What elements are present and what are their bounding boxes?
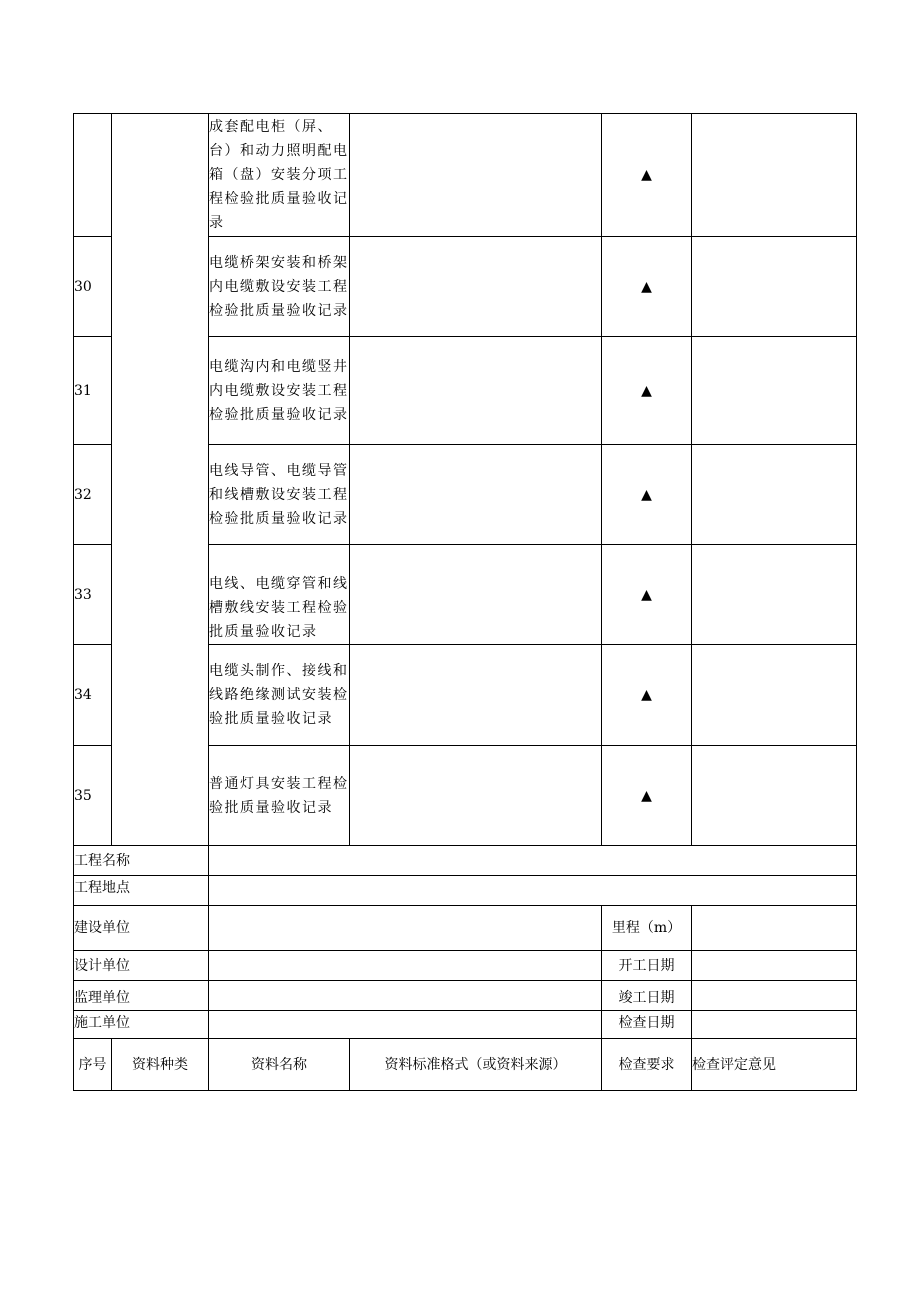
- format-cell[interactable]: [350, 337, 602, 445]
- row-number: [74, 114, 112, 237]
- mileage-value[interactable]: [692, 906, 857, 951]
- construction-unit-value[interactable]: [209, 906, 602, 951]
- supervision-unit-value[interactable]: [209, 981, 602, 1011]
- opinion-cell[interactable]: [692, 237, 857, 337]
- requirement-mark: ▲: [602, 337, 692, 445]
- row-number: 30: [74, 237, 112, 337]
- category-cell: [112, 114, 209, 846]
- completion-date-value[interactable]: [692, 981, 857, 1011]
- construction-unit-row: [74, 906, 857, 951]
- contractor-value[interactable]: [209, 1011, 602, 1039]
- project-location-row: [74, 876, 857, 906]
- header-format: 资料标准格式（或资料来源）: [350, 1039, 602, 1091]
- start-date-label: 开工日期: [602, 951, 692, 981]
- header-category: 资料种类: [112, 1039, 209, 1091]
- design-unit-value[interactable]: [209, 951, 602, 981]
- completion-date-label: 竣工日期: [602, 981, 692, 1011]
- project-name-row: [74, 846, 857, 876]
- row-number: 35: [74, 746, 112, 846]
- header-seq: 序号: [74, 1039, 112, 1091]
- inspection-date-value[interactable]: [692, 1011, 857, 1039]
- start-date-value[interactable]: [692, 951, 857, 981]
- format-cell[interactable]: [350, 746, 602, 846]
- record-name: 电线、电缆穿管和线槽敷线安装工程检验批质量验收记录: [209, 545, 350, 645]
- project-location-label: 工程地点: [74, 876, 209, 906]
- supervision-unit-row: [74, 981, 857, 1011]
- format-cell[interactable]: [350, 237, 602, 337]
- contractor-row: [74, 1011, 857, 1039]
- opinion-cell[interactable]: [692, 645, 857, 746]
- row-number: 32: [74, 445, 112, 545]
- requirement-mark: ▲: [602, 645, 692, 746]
- header-opinion: 检查评定意见: [692, 1039, 857, 1091]
- inspection-date-label: 检查日期: [602, 1011, 692, 1039]
- header-requirement: 检查要求: [602, 1039, 692, 1091]
- format-cell[interactable]: [350, 114, 602, 237]
- requirement-mark: ▲: [602, 746, 692, 846]
- project-location-value[interactable]: [209, 876, 857, 906]
- design-unit-row: [74, 951, 857, 981]
- column-header-row: [74, 1039, 857, 1091]
- requirement-mark: ▲: [602, 445, 692, 545]
- supervision-unit-label: 监理单位: [74, 981, 209, 1011]
- record-name: 电线导管、电缆导管和线槽敷设安装工程检验批质量验收记录: [209, 445, 350, 545]
- requirement-mark: ▲: [602, 545, 692, 645]
- requirement-mark: ▲: [602, 237, 692, 337]
- requirement-mark: ▲: [602, 114, 692, 237]
- row-number: 33: [74, 545, 112, 645]
- opinion-cell[interactable]: [692, 445, 857, 545]
- row-number: 34: [74, 645, 112, 746]
- inspection-table: [73, 113, 857, 1091]
- row-number: 31: [74, 337, 112, 445]
- record-name: 电缆头制作、接线和线路绝缘测试安装检验批质量验收记录: [209, 645, 350, 746]
- record-name: 成套配电柜（屏、台）和动力照明配电箱（盘）安装分项工程检验批质量验收记录: [209, 114, 350, 237]
- table-row: [74, 114, 857, 237]
- opinion-cell[interactable]: [692, 114, 857, 237]
- opinion-cell[interactable]: [692, 337, 857, 445]
- project-name-value[interactable]: [209, 846, 857, 876]
- record-name: 电缆沟内和电缆竖井内电缆敷设安装工程检验批质量验收记录: [209, 337, 350, 445]
- opinion-cell[interactable]: [692, 545, 857, 645]
- opinion-cell[interactable]: [692, 746, 857, 846]
- format-cell[interactable]: [350, 645, 602, 746]
- record-name: 电缆桥架安装和桥架内电缆敷设安装工程检验批质量验收记录: [209, 237, 350, 337]
- record-name: 普通灯具安装工程检验批质量验收记录: [209, 746, 350, 846]
- design-unit-label: 设计单位: [74, 951, 209, 981]
- header-name: 资料名称: [209, 1039, 350, 1091]
- contractor-label: 施工单位: [74, 1011, 209, 1039]
- construction-unit-label: 建设单位: [74, 906, 209, 951]
- mileage-label: 里程（m）: [602, 906, 692, 951]
- format-cell[interactable]: [350, 545, 602, 645]
- format-cell[interactable]: [350, 445, 602, 545]
- project-name-label: 工程名称: [74, 846, 209, 876]
